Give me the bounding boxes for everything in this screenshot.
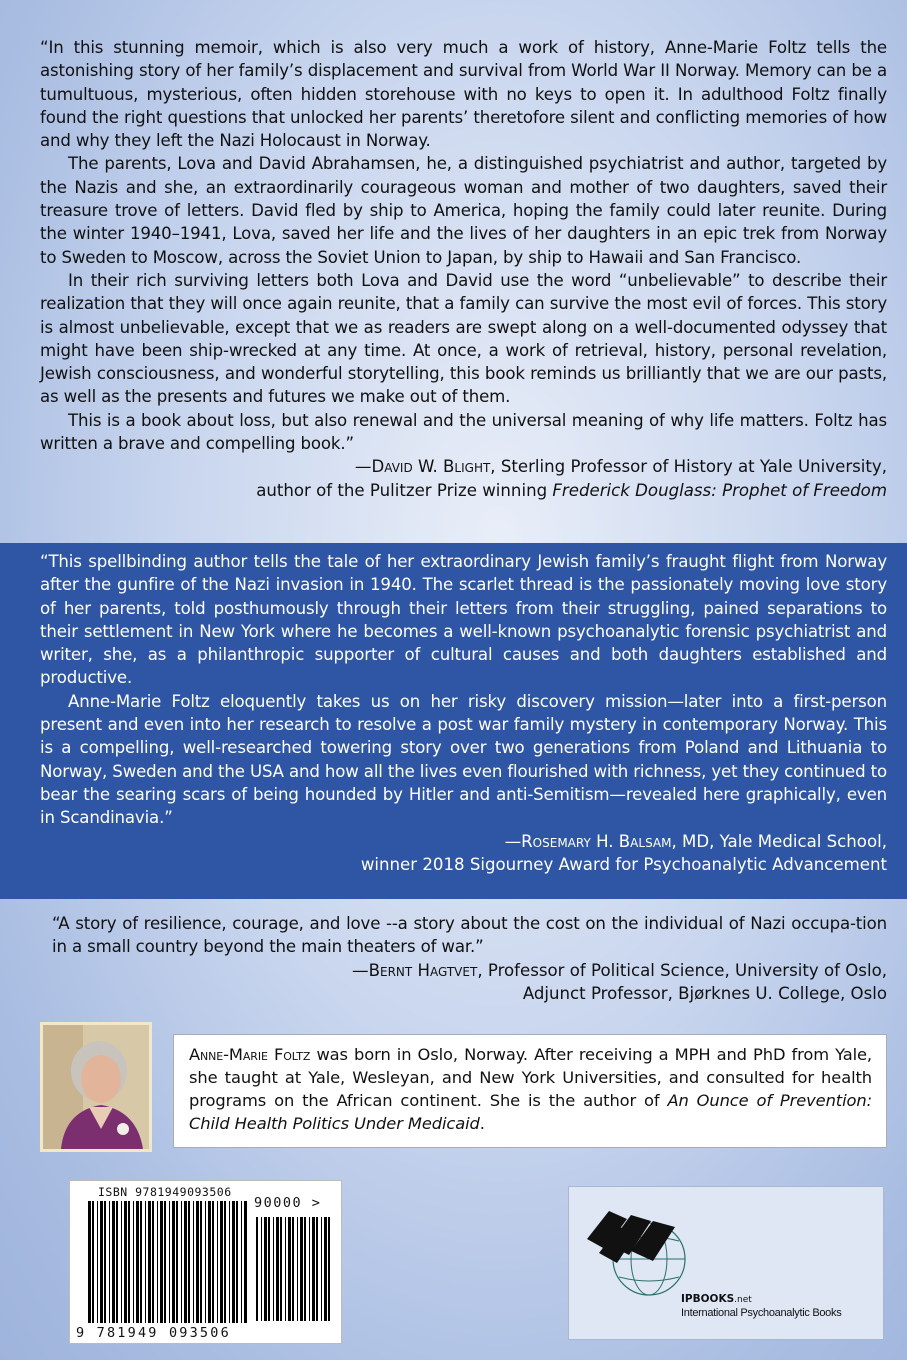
globe-books-icon [579, 1193, 689, 1301]
review-1 [0, 36, 907, 502]
author-name: Anne-Marie Foltz [189, 1045, 311, 1064]
review-2-paragraph-2: Anne-Marie Foltz eloquently takes us on her risky discovery mission—later into a first-person present and even into her research to resolve a post war family mystery in contemporary Norway. This is a compelling, well-researched towering story over two generations from Poland and Lithuania to Norway, Sweden and the USA and how all the lives even flourished with richness, yet they continued to bear the searing scars of being hounded by Hitler and anti-Semitism—revealed here graphically, even in Scandinavia.” [40, 691, 887, 828]
review-3-paragraph: “A story of resilience, courage, and love --a story about the cost on the individual of Nazi occupa-tion in a small country beyond the main theaters of war.” [52, 914, 887, 957]
review-1-attribution: —David W. Blight, Sterling Professor of History at Yale University, author of the Pulitzer Prize winning Frederick Douglass: Prophet of Freedom [256, 457, 887, 500]
barcode-icon [76, 1201, 336, 1325]
reviewer-name: David W. Blight [371, 457, 491, 477]
isbn-digits: 9 781949 093506 [76, 1325, 231, 1341]
review-2-attribution: —Rosemary H. Balsam, MD, Yale Medical School, winner 2018 Sigourney Award for Psychoanalytic Advancement [360, 831, 887, 874]
reviewer-name: Rosemary H. Balsam [521, 831, 672, 851]
bio-book-title: An Ounce of Prevention: Child Health Politics Under Medicaid [189, 1091, 872, 1133]
publisher-logo-box [568, 1186, 884, 1340]
review-1-paragraph-1: “In this stunning memoir, which is also very much a work of history, Anne-Marie Foltz tells the astonishing story of her family’s displacement and survival from World War II Norway. Memory can be a tumultuous, mysterious, often hidden storehouse with no keys to open it. In adulthood Foltz finally found the right questions that unlocked her parents’ theretofore silent and conflicting memories of how and why they left the Nazi Holocaust in Norway. [40, 38, 887, 151]
publisher-url: IPBOOKS.net [681, 1293, 752, 1305]
publisher-name: International Psychoanalytic Books [681, 1307, 842, 1319]
review-3-attribution: —Bernt Hagtvet, Professor of Political Science, University of Oslo, Adjunct Professor, Bjørknes U. College, Oslo [352, 960, 887, 1003]
review-1-paragraph-2: The parents, Lova and David Abrahamsen, he, a distinguished psychiatrist and author, targeted by the Nazis and she, an extraordinarily courageous woman and mother of two daughters, saved their treasure trove of letters. David fled by ship to America, hoping the family could later reunite. During the winter 1940–1941, Lova, saved her life and the lives of her daughters in an epic trek from Norway to Sweden to Moscow, across the Soviet Union to Japan, by ship to Hawaii and San Francisco. [40, 154, 887, 267]
review-1-paragraph-3: In their rich surviving letters both Lova and David use the word “unbelievable” to describe their realization that they will once again reunite, that a family can survive the most evil of forces. This story is almost unbelievable, except that we as readers are swept along on a well-documented odyssey that might have been ship-wrecked at any time. At once, a work of retrieval, history, personal revelation, Jewish consciousness, and wonderful storytelling, this book reminds us brilliantly that we are our pasts, as well as the presents and futures we make out of them. [40, 270, 887, 407]
author-photo [40, 1022, 152, 1152]
bio-text: was born in Oslo, Norway. After receiving a MPH and PhD from Yale, she taught at Yale, Wesleyan, and New York Universities, and consulted for health programs on the African continent. She is the author of [189, 1045, 872, 1110]
review-2 [0, 550, 907, 876]
isbn-label: ISBN 9781949093506 [98, 1185, 232, 1199]
review-2-paragraph-1: “This spellbinding author tells the tale of her extraordinary Jewish family’s fraught flight from Norway after the gunfire of the Nazi invasion in 1940. The scarlet thread is the passionately moving love story of her parents, told posthumously through their letters from their struggling, pained separations to their settlement in New York where he becomes a well-known psychoanalytic forensic psychiatrist and writer, she, as a philanthropic supporter of cultural causes and both daughters established and productive. [40, 552, 887, 688]
isbn-barcode [69, 1180, 342, 1344]
reviewer-name: Bernt Hagtvet [368, 960, 478, 980]
review-3 [0, 912, 907, 1005]
price-code: 90000 > [254, 1195, 322, 1211]
author-bio: Anne-Marie Foltz was born in Oslo, Norway. After receiving a MPH and PhD from Yale, she taught at Yale, Wesleyan, and New York Universities, and consulted for health programs on the African continent. She is the author of An Ounce of Prevention: Child Health Politics Under Medicaid. [173, 1034, 887, 1148]
book-title: Frederick Douglass: Prophet of Freedom [552, 480, 887, 500]
author-portrait-icon [43, 1025, 149, 1149]
review-1-paragraph-4: This is a book about loss, but also renewal and the universal meaning of why life matters. Foltz has written a brave and compelling book.” [40, 410, 887, 454]
